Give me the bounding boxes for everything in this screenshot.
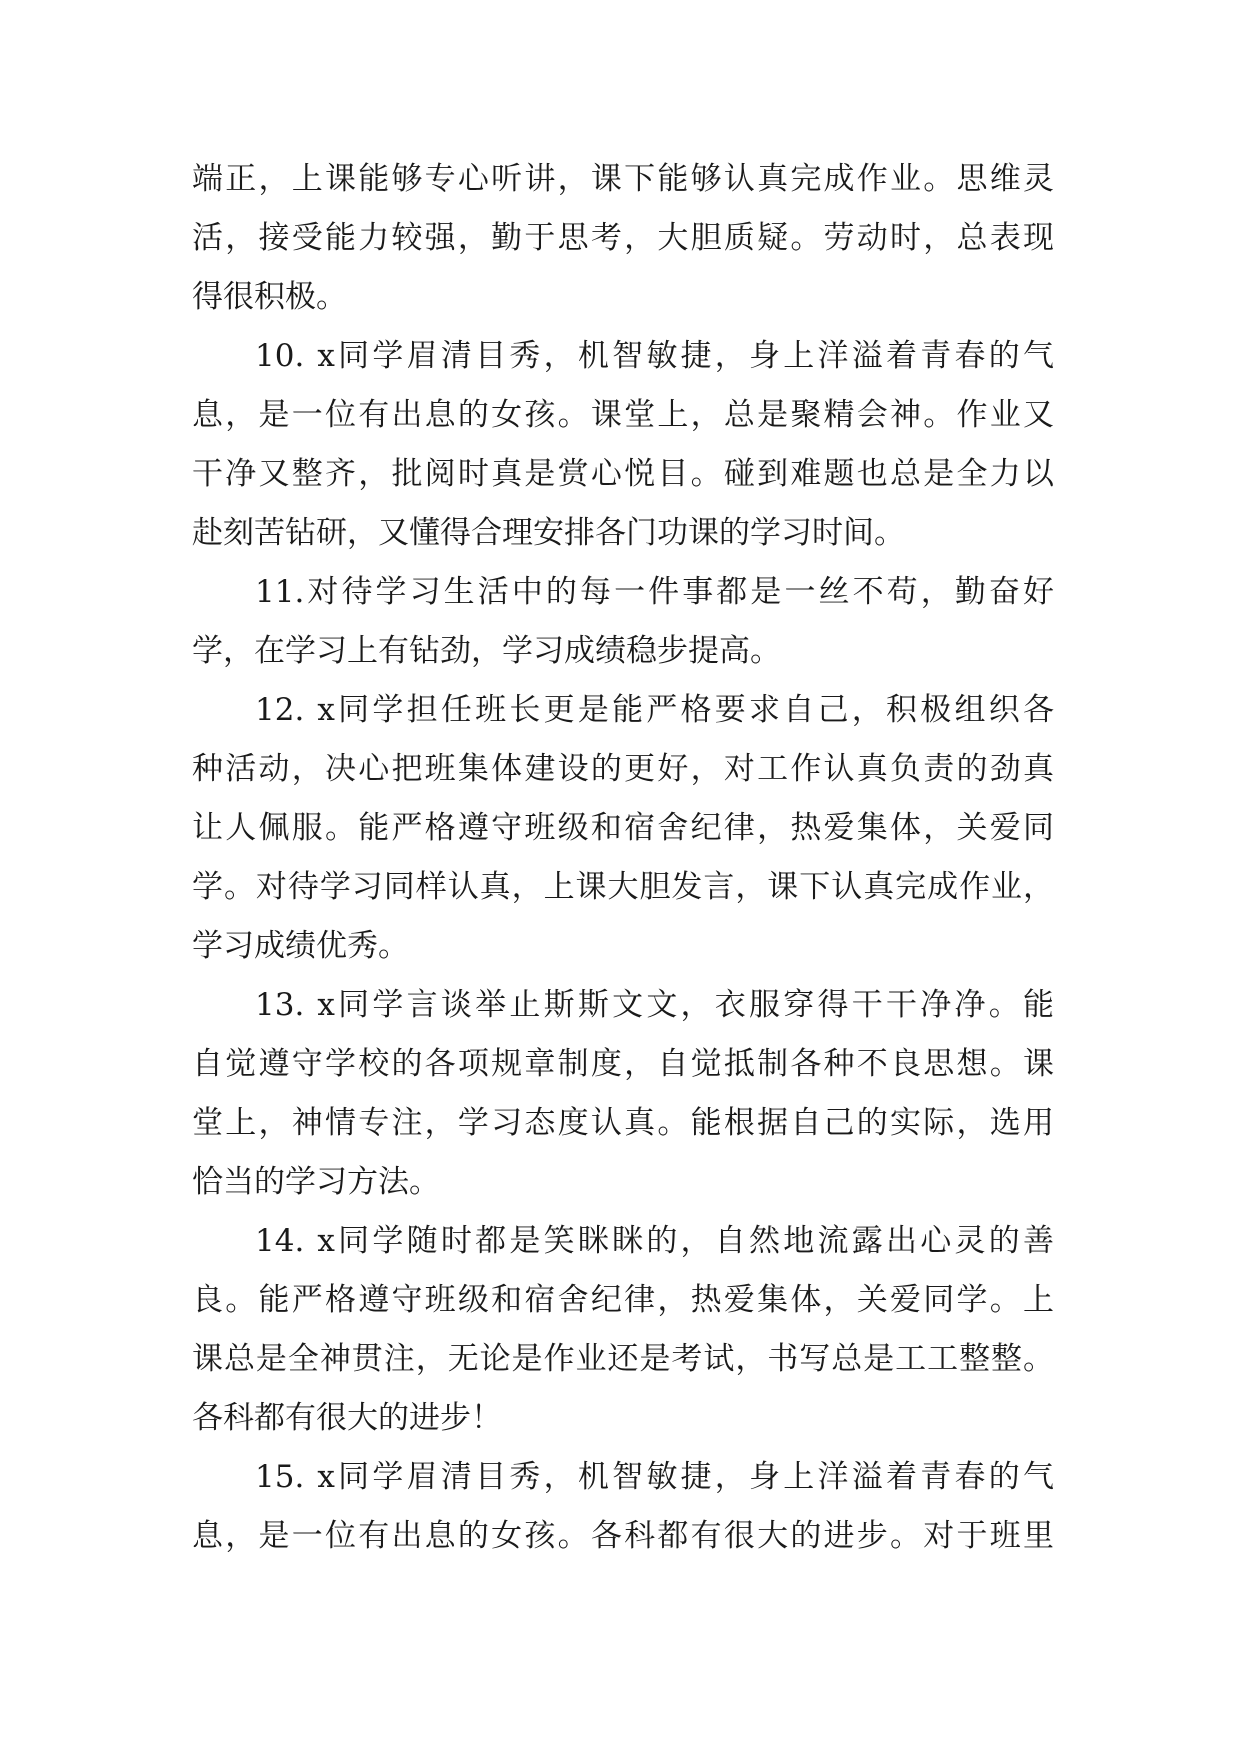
text-line: 端正，上课能够专心听讲，课下能够认真完成作业。思维灵 (192, 161, 1054, 197)
text-line: 干净又整齐，批阅时真是赏心悦目。碰到难题也总是全力以 (192, 456, 1054, 492)
text-line: 恰当的学习方法。 (192, 1164, 440, 1200)
text-line: 活，接受能力较强，勤于思考，大胆质疑。劳动时，总表现 (192, 220, 1054, 256)
text-line: 14. x同学随时都是笑眯眯的，自然地流露出心灵的善 (255, 1223, 1054, 1259)
text-line: 息，是一位有出息的女孩。各科都有很大的进步。对于班里 (192, 1518, 1054, 1554)
text-line: 15. x同学眉清目秀，机智敏捷，身上洋溢着青春的气 (255, 1459, 1054, 1495)
text-line: 息，是一位有出息的女孩。课堂上，总是聚精会神。作业又 (192, 397, 1054, 433)
text-line: 堂上，神情专注，学习态度认真。能根据自己的实际，选用 (192, 1105, 1054, 1141)
text-line: 10. x同学眉清目秀，机智敏捷，身上洋溢着青春的气 (255, 338, 1054, 374)
text-line: 12. x同学担任班长更是能严格要求自己，积极组织各 (255, 692, 1054, 728)
text-line: 赴刻苦钻研，又懂得合理安排各门功课的学习时间。 (192, 515, 905, 551)
text-line: 11.对待学习生活中的每一件事都是一丝不苟，勤奋好 (255, 574, 1054, 610)
text-line: 课总是全神贯注，无论是作业还是考试，书写总是工工整整。 (192, 1341, 1054, 1377)
text-line: 良。能严格遵守班级和宿舍纪律，热爱集体，关爱同学。上 (192, 1282, 1054, 1318)
text-line: 各科都有很大的进步！ (192, 1400, 502, 1436)
text-line: 学习成绩优秀。 (192, 928, 409, 964)
text-line: 13. x同学言谈举止斯斯文文，衣服穿得干干净净。能 (255, 987, 1054, 1023)
text-line: 让人佩服。能严格遵守班级和宿舍纪律，热爱集体，关爱同 (192, 810, 1054, 846)
text-line: 得很积极。 (192, 279, 347, 315)
text-line: 学，在学习上有钻劲，学习成绩稳步提高。 (192, 633, 781, 669)
text-line: 自觉遵守学校的各项规章制度，自觉抵制各种不良思想。课 (192, 1046, 1054, 1082)
text-line: 种活动，决心把班集体建设的更好，对工作认真负责的劲真 (192, 751, 1054, 787)
document-page (192, 150, 1054, 1566)
text-line: 学。对待学习同样认真，上课大胆发言，课下认真完成作业， (192, 869, 1054, 905)
